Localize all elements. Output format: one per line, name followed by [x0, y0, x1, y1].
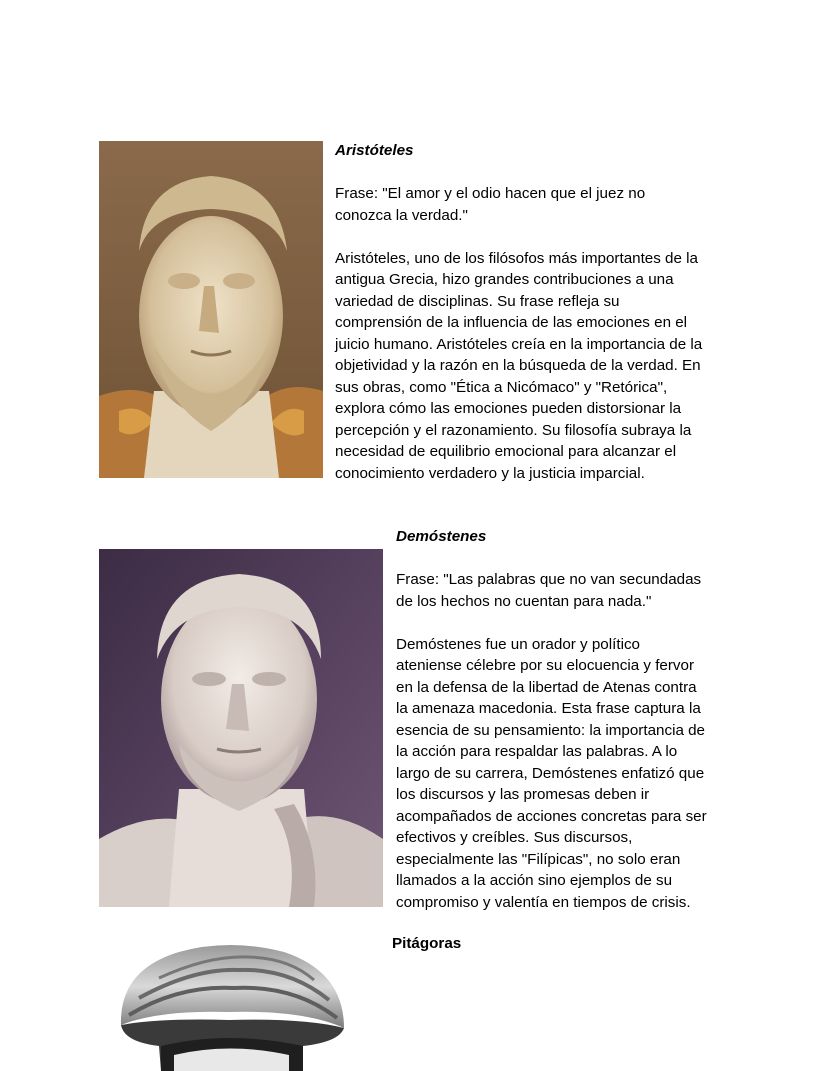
body-line: antigua Grecia, hizo grandes contribuciones a una	[335, 271, 674, 288]
body-line: llamados a la acción sino ejemplos de su	[396, 872, 673, 889]
quote-line: de los hechos no cuentan para nada."	[396, 592, 652, 610]
section-title: Demóstenes	[396, 528, 487, 545]
section-title: Aristóteles	[335, 142, 414, 159]
body-line: los discursos y las promesas deben ir	[396, 786, 650, 803]
body-line: juicio humano. Aristóteles creía en la importancia de la	[335, 335, 703, 353]
demosthenes-bust-image	[99, 549, 383, 907]
body-line: largo de su carrera, Demóstenes enfatizó que	[396, 764, 705, 782]
body-line: ateniense célebre por su elocuencia y fervor	[396, 657, 695, 674]
demosthenes-section	[396, 526, 736, 913]
pythagoras-bust-image	[99, 930, 359, 1071]
body-line: Aristóteles, uno de los filósofos más importantes de la	[335, 249, 698, 267]
section-title: Pitágoras	[392, 935, 462, 952]
body-line: acompañados de acciones concretas para ser	[396, 807, 707, 825]
quote-line: conozca la verdad."	[335, 206, 468, 224]
pythagoras-section	[392, 933, 461, 955]
aristotle-section	[335, 140, 735, 484]
body-line: necesidad de equilibrio emocional para alcanzar el	[335, 443, 677, 460]
body-line: compromiso y valentía en tiempos de crisis.	[396, 893, 691, 911]
body-line: la acción para respaldar las palabras. A lo	[396, 743, 678, 760]
body-line: en la defensa de la libertad de Atenas contra	[396, 678, 697, 696]
body-line: percepción y el razonamiento. Su filosofía subraya la	[335, 421, 692, 439]
quote-line: Frase: "Las palabras que no van secundadas	[396, 571, 702, 588]
body-line: Demóstenes fue un orador y político	[396, 635, 640, 653]
body-line: conocimiento verdadero y la justicia imparcial.	[335, 464, 645, 482]
body-line: variedad de disciplinas. Su frase refleja su	[335, 292, 620, 310]
aristotle-bust-image	[99, 141, 323, 478]
quote-line: Frase: "El amor y el odio hacen que el juez no	[335, 185, 646, 202]
body-line: esencia de su pensamiento: la importancia de	[396, 721, 706, 739]
body-line: objetividad y la razón en la búsqueda de la verdad. En	[335, 357, 701, 374]
body-line: especialmente las "Filípicas", no solo eran	[396, 850, 681, 868]
body-line: explora cómo las emociones pueden distorsionar la	[335, 400, 682, 417]
body-line: comprensión de la influencia de las emociones en el	[335, 314, 688, 331]
body-line: sus obras, como "Ética a Nicómaco" y "Retórica",	[335, 378, 668, 396]
body-line: efectivos y creíbles. Sus discursos,	[396, 829, 633, 846]
body-line: la amenaza macedonia. Esta frase captura la	[396, 700, 701, 717]
